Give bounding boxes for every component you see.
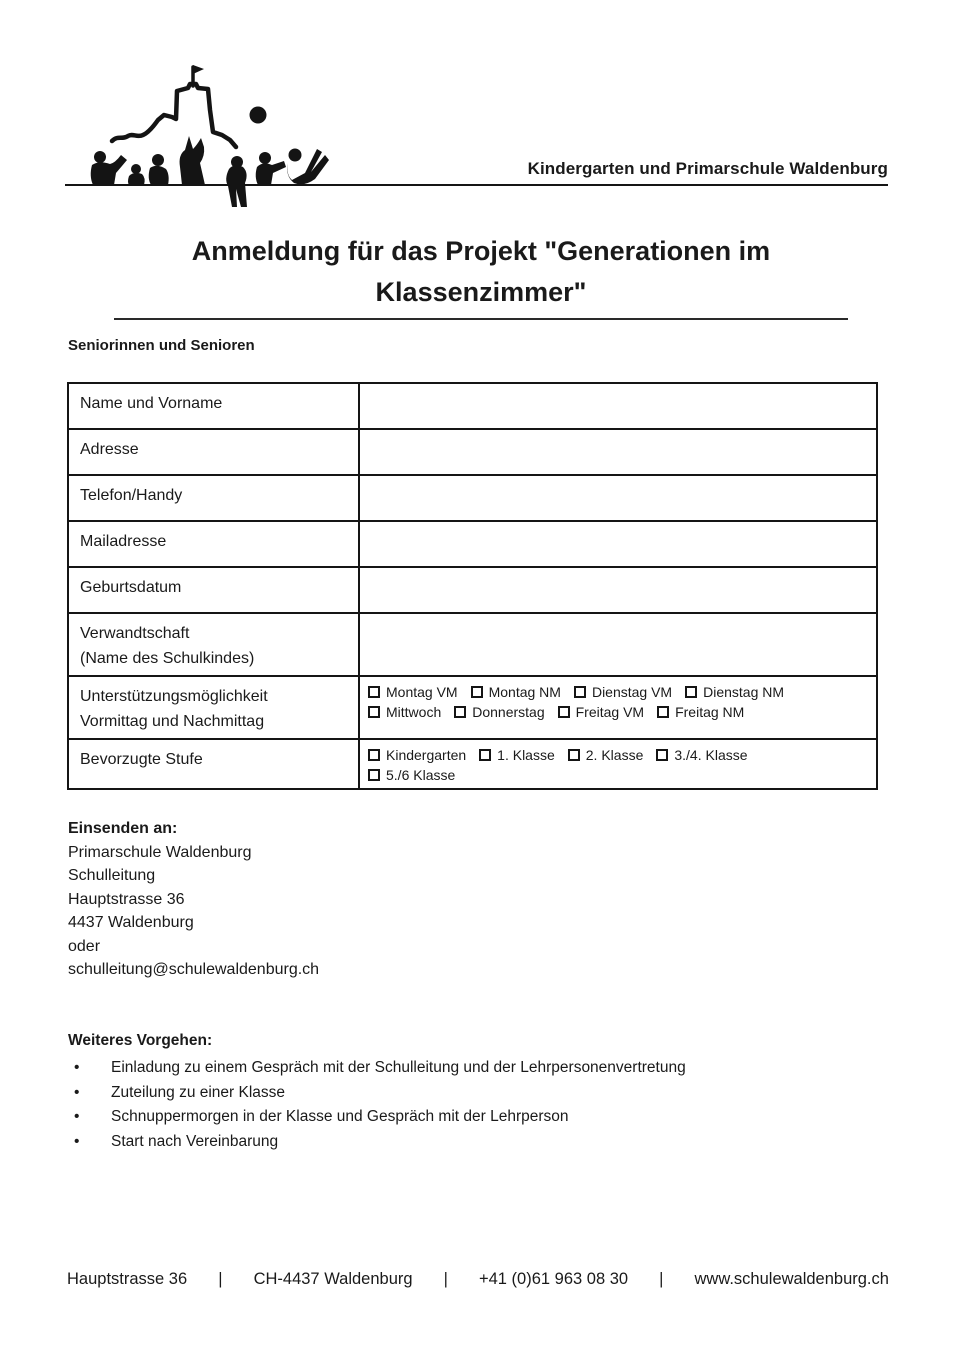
list-item: [68, 1105, 858, 1130]
footer-website: www.schulewaldenburg.ch: [694, 1270, 889, 1288]
checkbox-montag-vm[interactable]: [368, 685, 458, 699]
document-title-line1: Anmeldung für das Projekt "Generationen im: [191, 236, 771, 266]
table-row-unterstuetzung: [68, 676, 877, 739]
field-label-geburtsdatum: Geburtsdatum: [68, 567, 359, 613]
list-item-text: Schnuppermorgen in der Klasse und Gespräch mit der Lehrperson: [111, 1108, 569, 1125]
field-value-verwandtschaft[interactable]: [359, 613, 877, 676]
list-item-text: Start nach Vereinbarung: [111, 1132, 279, 1150]
field-value-geburtsdatum[interactable]: [359, 567, 877, 613]
table-row-telefon: [68, 475, 877, 521]
checkbox-mittwoch[interactable]: [368, 705, 441, 719]
table-row-name: [68, 383, 877, 429]
flag-and-ball: [193, 65, 267, 124]
checkbox-label: 3./4. Klasse: [674, 747, 748, 763]
checkbox-square-icon[interactable]: [368, 686, 380, 698]
next-steps-block: [68, 1030, 858, 1154]
checkbox-3-4-klasse[interactable]: [656, 748, 747, 762]
checkbox-square-icon[interactable]: [454, 706, 466, 718]
checkbox-square-icon[interactable]: [479, 749, 491, 761]
list-item-text: Einladung zu einem Gespräch mit der Schulleitung und der Lehrpersonenvertretung: [111, 1059, 686, 1076]
checkbox-dienstag-nm[interactable]: [685, 685, 784, 699]
footer-separator: |: [659, 1270, 664, 1288]
field-value-name[interactable]: [359, 383, 877, 429]
field-label-verwandtschaft: [68, 613, 359, 676]
checkbox-label: Freitag NM: [675, 704, 745, 720]
bullet-icon: •: [74, 1132, 80, 1150]
checkbox-label: Freitag VM: [575, 704, 645, 720]
field-label-unterstuetzung-line2: Vormittag und Nachmittag: [80, 713, 265, 730]
checkbox-square-icon[interactable]: [471, 686, 483, 698]
checkbox-label: 1. Klasse: [497, 747, 555, 763]
checkbox-label: Montag VM: [386, 684, 458, 700]
checkbox-5-6-klasse[interactable]: [368, 768, 455, 782]
checkbox-dienstag-vm[interactable]: [574, 685, 672, 699]
checkbox-square-icon[interactable]: [574, 686, 586, 698]
field-value-unterstuetzung: [359, 676, 877, 739]
footer-street: Hauptstrasse 36: [67, 1270, 188, 1288]
checkbox-freitag-vm[interactable]: [558, 705, 644, 719]
checkbox-1-klasse[interactable]: [479, 748, 555, 762]
field-value-mailadresse[interactable]: [359, 521, 877, 567]
field-value-adresse[interactable]: [359, 429, 877, 475]
checkbox-square-icon[interactable]: [558, 706, 570, 718]
school-logo-castle-children-icon: [66, 55, 350, 217]
bullet-icon: •: [74, 1108, 80, 1125]
table-row-geburtsdatum: [68, 567, 877, 613]
send-to-line: 4437 Waldenburg: [68, 914, 194, 931]
checkbox-freitag-nm[interactable]: [657, 705, 744, 719]
castle-outline: [112, 67, 236, 147]
send-to-block: [68, 817, 319, 982]
checkbox-2-klasse[interactable]: [568, 748, 644, 762]
field-label-telefon: Telefon/Handy: [68, 475, 359, 521]
registration-form-table: [67, 382, 878, 790]
field-label-unterstuetzung-line1: Unterstützungsmöglichkeit: [80, 688, 268, 705]
send-to-line: Hauptstrasse 36: [68, 890, 185, 908]
list-item-text: Zuteilung zu einer Klasse: [111, 1083, 286, 1101]
field-label-stufe: Bevorzugte Stufe: [68, 739, 359, 789]
checkbox-label: Mittwoch: [386, 704, 442, 720]
page-footer: [67, 1270, 889, 1289]
send-to-line: oder: [68, 937, 101, 955]
checkbox-line-1: [368, 682, 870, 702]
checkbox-line-1: [368, 745, 870, 765]
bullet-icon: •: [74, 1059, 80, 1076]
checkbox-line-2: [368, 765, 870, 785]
field-label-name: Name und Vorname: [68, 383, 359, 429]
footer-city: CH-4437 Waldenburg: [253, 1270, 413, 1288]
checkbox-label: Dienstag NM: [703, 684, 785, 700]
send-to-line: Schulleitung: [68, 867, 156, 884]
field-label-mailadresse: Mailadresse: [68, 521, 359, 567]
list-item: [68, 1130, 858, 1155]
checkbox-label: Dienstag VM: [591, 684, 673, 700]
table-row-verwandtschaft: [68, 613, 877, 676]
field-value-stufe: [359, 739, 877, 789]
checkbox-square-icon[interactable]: [657, 706, 669, 718]
checkbox-square-icon[interactable]: [368, 706, 380, 718]
checkbox-label: Donnerstag: [472, 704, 545, 720]
field-label-verwandtschaft-line2: (Name des Schulkindes): [80, 650, 255, 667]
checkbox-label: Kindergarten: [386, 747, 467, 763]
checkbox-label: 2. Klasse: [585, 747, 644, 763]
field-label-unterstuetzung: [68, 676, 359, 739]
organization-name: Kindergarten und Primarschule Waldenburg: [527, 159, 888, 178]
checkbox-square-icon[interactable]: [685, 686, 697, 698]
checkbox-kindergarten[interactable]: [368, 748, 466, 762]
send-to-line: Primarschule Waldenburg: [68, 843, 252, 861]
list-item: [68, 1056, 858, 1081]
checkbox-donnerstag[interactable]: [454, 705, 544, 719]
children-silhouettes: [91, 136, 329, 207]
field-label-verwandtschaft-line1: Verwandtschaft: [80, 625, 190, 642]
list-item: [68, 1081, 858, 1106]
footer-phone: +41 (0)61 963 08 30: [478, 1270, 629, 1288]
checkbox-montag-nm[interactable]: [471, 685, 561, 699]
table-row-mailadresse: [68, 521, 877, 567]
field-value-telefon[interactable]: [359, 475, 877, 521]
checkbox-label: Montag NM: [488, 684, 561, 700]
checkbox-line-2: [368, 702, 870, 722]
send-to-heading: Einsenden an:: [68, 820, 178, 837]
table-row-adresse: [68, 429, 877, 475]
field-label-adresse: Adresse: [68, 429, 359, 475]
bullet-icon: •: [74, 1083, 80, 1101]
next-steps-heading: Weiteres Vorgehen:: [68, 1032, 213, 1049]
section-heading-seniors: Seniorinnen und Senioren: [68, 337, 255, 354]
checkbox-square-icon[interactable]: [656, 749, 668, 761]
document-title: [114, 231, 848, 320]
table-row-stufe: [68, 739, 877, 789]
document-title-line2: Klassenzimmer": [375, 277, 587, 307]
checkbox-label: 5./6 Klasse: [386, 767, 456, 783]
footer-separator: |: [443, 1270, 448, 1288]
checkbox-square-icon[interactable]: [368, 769, 380, 781]
send-to-email: schulleitung@schulewaldenburg.ch: [68, 961, 320, 978]
checkbox-square-icon[interactable]: [568, 749, 580, 761]
checkbox-square-icon[interactable]: [368, 749, 380, 761]
footer-separator: |: [218, 1270, 223, 1288]
